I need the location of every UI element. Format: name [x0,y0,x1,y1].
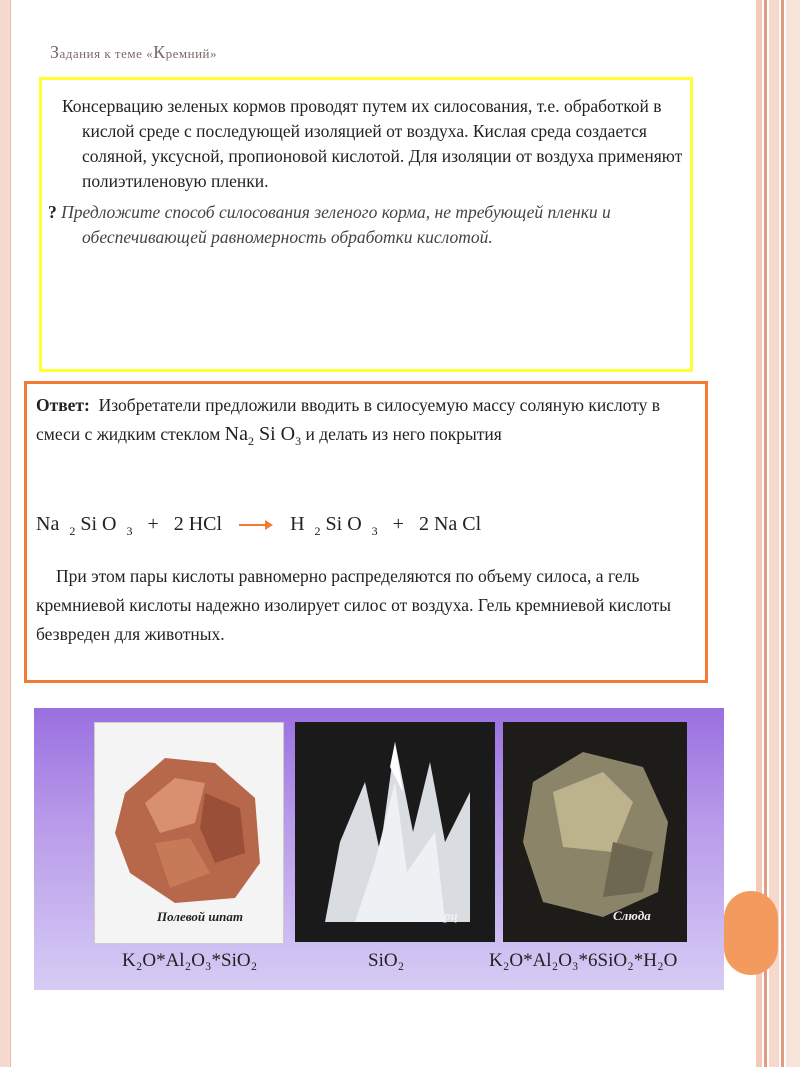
task-paragraph: Консервацию зеленых кормов проводят путем их силосования, т.е. обработкой в кислой среде с последующей изоляцией от воздуха. Кислая среда создается соляной, уксусной, пропионовой кислотой. Для изоляции от воздуха применяют полиэтиленовую пленки. [62,96,683,191]
minerals-panel [34,708,724,990]
answer-text: Ответ: Изобретатели предложили вводить в силосуемую массу соляную кислоту в смеси с жидким стеклом $Na_2$ Si $O_3$ и делать из него покрытия [36,395,661,448]
reaction-arrow-icon [239,519,273,531]
task-question: ? Предложите способ силосования зеленого корма, не требующей пленки и обеспечивающей равномерность обработки кислотой. [48,202,611,247]
quartz-formula: SiO₂ [368,950,405,971]
quartz-photo [295,722,495,942]
right-stripe [781,0,784,1067]
answer-explanation: При этом пары кислоты равномерно распределяются по объему силоса, а гель кремниевой кислоты надежно изолирует силос от воздуха. Гель кремниевой кислоты безвреден для животных. [36,566,671,644]
reaction-equation: Na $_2$ Si O $_3$ + 2 HCl H $_2$ Si O $_3$ + 2 Na Cl [36,513,482,538]
mica-formula: K₂O*Al₂O₃*6SiO₂*H₂O [489,950,678,971]
left-edge-decoration [0,0,11,1067]
quartz-image [295,722,495,942]
right-stripe [786,0,800,1067]
page-title: Задания к теме «Кремний» [50,42,217,62]
mica-caption: Слюда [613,908,651,923]
feldspar-formula: K₂O*Al₂O₃*SiO₂ [122,950,258,971]
inline-formula: $Na_2$ Si $O_3$ [224,423,302,448]
feldspar-caption: Полевой шпат [157,909,244,924]
decorative-orange-dot [724,891,778,975]
feldspar-photo [94,722,284,944]
mica-image [503,722,687,942]
quartz-caption: Кварц [423,908,458,923]
task-text [48,94,688,250]
mica-photo [503,722,687,942]
answer-label: Ответ: [36,395,90,415]
